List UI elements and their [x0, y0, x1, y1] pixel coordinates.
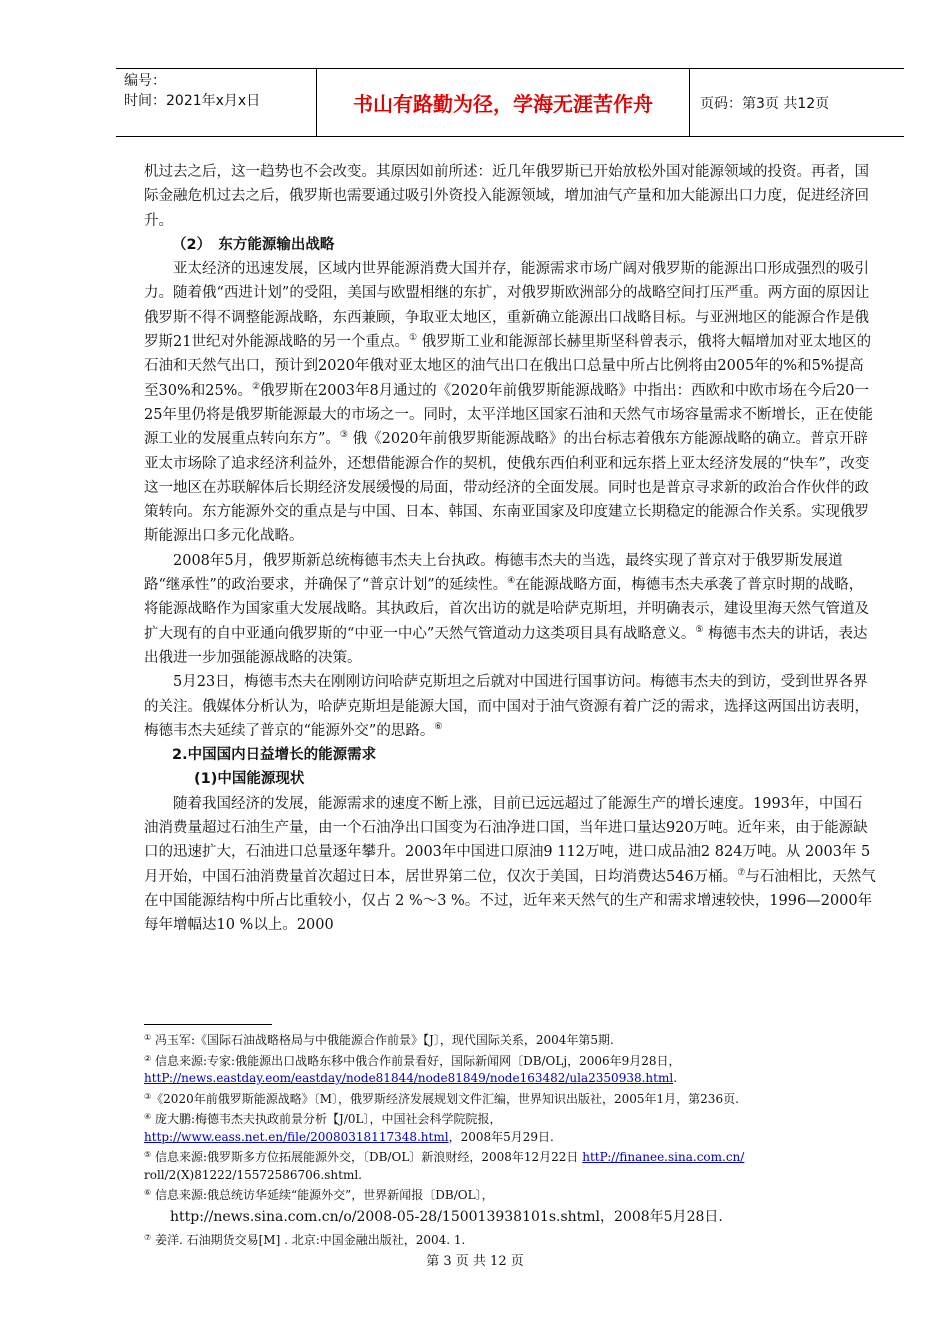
footnote-ref-4[interactable]: ④: [507, 576, 516, 587]
footnote-ref-6[interactable]: ⑥: [434, 721, 443, 732]
page-footer: 第 3 页 共 12 页: [426, 1254, 524, 1269]
document-number: 编号：: [124, 73, 166, 89]
section-heading-east-strategy: （2） 东方能源输出战略: [172, 236, 335, 253]
document-time: 时间：2021年x月x日: [124, 93, 261, 109]
paragraph: 随着我国经济的发展，能源需求的速度不断上涨，目前已远远超过了能源生产的增长速度。1993年，中国石油消费量超过石油生产量，由一个石油净出口国变为石油净进口国，当年进口量达920万吨。近年来，由于能源缺口的迅速扩大，石油进口总量逐年攀升。2003年中国进口原油9 112万吨，进口成品油2 824万吨。从 2003年 5月开始，中国石油消费量首次超过日本，居世界第二位，仅次于美国，日均消费达546万桶。⑦与石油相比，天然气在中国能源结构中所占比重较小，仅占 2 %～3 %。不过，近年来天然气的生产和需求增速较快，1996—2000年每年增幅达10 %以上。2000: [144, 795, 876, 934]
footnotes: [144, 1029, 884, 1249]
footnote-4: ④ 庞大鹏:梅德韦杰夫执政前景分析【J/0L〕，中国社会科学院院报， http://www.eass.net.en/file/20080318117348.html，2008年5月29日.: [144, 1112, 554, 1144]
footnote-ref-2[interactable]: ②: [251, 381, 261, 392]
header-motto: 书山有路勤为径，学海无涯苦作舟: [316, 69, 690, 136]
footnote-3: ③《2020年前俄罗斯能源战略》〔M〕，俄罗斯经济发展规划文件汇编，世界知识出版社，2005年1月，第236页.: [144, 1091, 739, 1106]
footnote-2: ② 信息来源:专家:俄能源出口战略东移中俄合作前景看好，国际新闻网〔DB/OLj，2006年9月28日，httP://news.eastday.eom/eastday/node81844/node81849/node163482/ula2350938.html.: [144, 1053, 681, 1085]
paragraph: 2008年5月，俄罗斯新总统梅德韦杰夫上台执政。梅德韦杰夫的当选，最终实现了普京对于俄罗斯发展道路“继承性”的政治要求，并确保了“普京计划”的延续性。④在能源战略方面，梅德韦杰夫承袭了普京时期的战略，将能源战略作为国家重大发展战略。其执政后，首次出访的就是哈萨克斯坦，并明确表示，建设里海天然气管道及扩大现有的自中亚通向俄罗斯的“中亚一中心”天然气管道动力这类项目具有战略意义。⑤ 梅德韦杰夫的讲话，表达出俄进一步加强能源战略的决策。: [144, 552, 869, 666]
subsection-heading-china-status: (1)中国能源现状: [194, 771, 305, 788]
footnote-ref-3[interactable]: ③: [339, 430, 348, 441]
paragraph: 5月23日，梅德韦杰夫在刚刚访问哈萨克斯坦之后就对中国进行国事访问。梅德韦杰夫的到访，受到世界各界的关注。俄媒体分析认为，哈萨克斯坦是能源大国，而中国对于油气资源有着广泛的需求，选择这两国出访表明，梅德韦杰夫延续了普京的“能源外交”的思路。⑥: [144, 674, 869, 739]
paragraph: 机过去之后，这一趋势也不会改变。其原因如前所述：近几年俄罗斯已开始放松外国对能源领域的投资。再者，国际金融危机过去之后，俄罗斯也需要通过吸引外资投入能源领域，增加油气产量和加大能源出口力度，促进经济回升。: [144, 164, 869, 229]
footnote-5: ⑤ 信息来源:俄罗斯多方位拓展能源外交，〔DB/OL〕新浪财经，2008年12月22日 httP://finanee.sina.com.cn/ roll/2(X)81222/15572586706.shtml.: [144, 1150, 745, 1182]
footnote-ref-1[interactable]: ①: [408, 333, 418, 344]
page-header: [116, 68, 904, 137]
footnote-link[interactable]: httP://finanee.sina.com.cn/: [582, 1150, 745, 1164]
footnote-ref-7[interactable]: ⑦: [737, 867, 746, 878]
footnote-link[interactable]: http://www.eass.net.en/file/20080318117348.html: [144, 1129, 449, 1144]
paragraph: 亚太经济的迅速发展，区域内世界能源消费大国并存，能源需求市场广阔对俄罗斯的能源出口形成强烈的吸引力。随着俄“西进计划”的受阻，美国与欧盟相继的东扩，对俄罗斯欧洲部分的战略空间打压严重。两方面的原因让俄罗斯不得不调整能源战略，东西兼顾，争取亚太地区，重新确立能源出口战略目标。与亚洲地区的能源合作是俄罗斯21世纪对外能源战略的另一个重点。① 俄罗斯工业和能源部长赫里斯坚科曾表示，俄将大幅增加对亚太地区的石油和天然气出口，预计到2020年俄对亚太地区的油气出口在俄出口总量中所占比例将由2005年的%和5%提高至30%和25%。②俄罗斯在2003年8月通过的《2020年前俄罗斯能源战略》中指出：西欧和中欧市场在今后20一25年里仍将是俄罗斯能源最大的市场之一。同时，太平洋地区国家石油和天然气市场容量需求不断增长，正在使能源工业的发展重点转向东方”。③ 俄《2020年前俄罗斯能源战略》的出台标志着俄东方能源战略的确立。普京开辟亚太市场除了追求经济利益外，还想借能源合作的契机，使俄东西伯利亚和远东搭上亚太经济发展的“快车”，改变这一地区在苏联解体后长期经济发展缓慢的局面，带动经济的全面发展。同时也是普京寻求新的政治合作伙伴的政策转向。东方能源外交的重点是与中国、日本、韩国、东南亚国家及印度建立长期稳定的能源合作关系。实现俄罗斯能源出口多元化战略。: [144, 261, 873, 545]
footnote-ref-5[interactable]: ⑤: [695, 624, 704, 635]
footnote-separator: [144, 1024, 272, 1025]
header-page-number: 页码：第3页 共12页: [700, 95, 830, 112]
header-meta: [116, 69, 316, 136]
footnote-1: ① 冯玉军:《国际石油战略格局与中俄能源合作前景》【J〕，现代国际关系，2004年第5期.: [144, 1033, 614, 1047]
footnote-link[interactable]: httP://news.eastday.eom/eastday/node81844/node81849/node163482/ula2350938.html: [144, 1071, 674, 1085]
document-body: [144, 160, 876, 938]
footnote-6: ⑥ 信息来源:俄总统访华延续“能源外交”，世界新闻报〔DB/OL〕， http://news.sina.com.cn/o/2008-05-28/150013938101s.shtml，2008年5月28日.: [144, 1188, 723, 1225]
section-heading-china-demand: 2.中国国内日益增长的能源需求: [172, 747, 377, 764]
footnote-7: ⑦ 姜洋. 石油期货交易[M] . 北京:中国金融出版社，2004. 1.: [144, 1232, 466, 1247]
